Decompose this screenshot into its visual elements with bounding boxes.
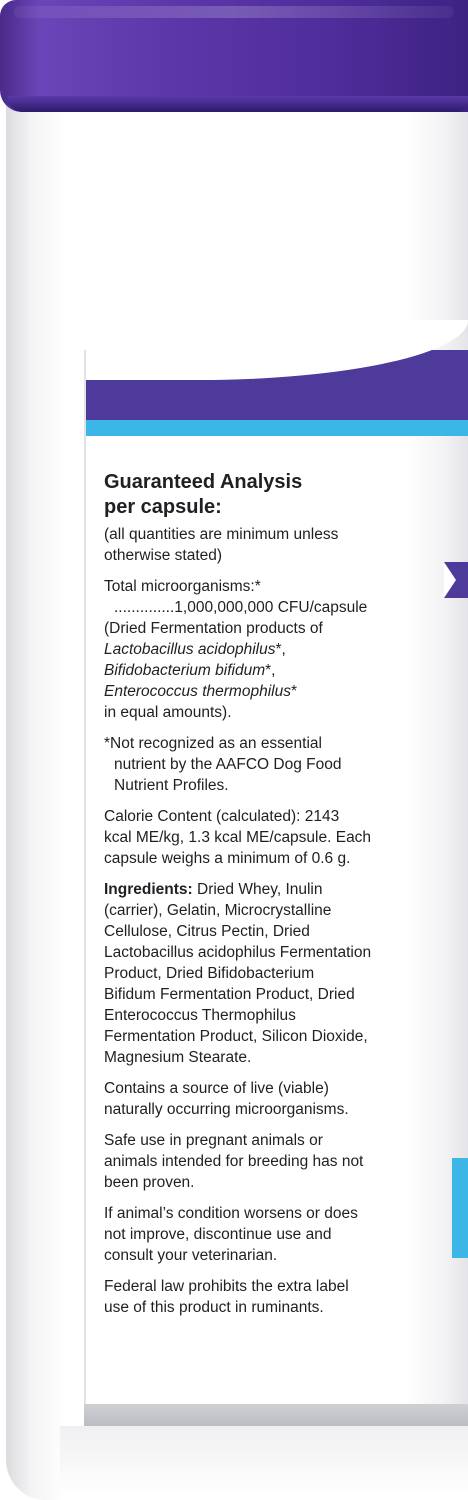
federal-law-statement [104, 1276, 434, 1318]
cap-rim [8, 96, 468, 112]
ingredients-line-7: Enterococcus Thermophilus [104, 1007, 296, 1024]
ingredients-text-1: Dried Whey, Inulin [192, 881, 323, 898]
organism-1 [104, 639, 434, 660]
panel-heading [104, 470, 434, 520]
ingredients-line-4: Lactobacillus acidophilus Fermentation [104, 944, 372, 961]
safe-line-1: Safe use in pregnant animals or [104, 1132, 323, 1149]
safe-line-3: been proven. [104, 1174, 195, 1191]
worsen-line-3: consult your veterinarian. [104, 1247, 278, 1264]
total-value: ..............1,000,000,000 CFU/capsule [114, 599, 368, 616]
ingredients-line-3: Cellulose, Citrus Pectin, Dried [104, 923, 310, 940]
side-blue-stripe [452, 1158, 468, 1258]
organism-3 [104, 681, 434, 702]
note-line-1: (all quantities are minimum unless [104, 526, 339, 543]
ingredients-line-8: Fermentation Product, Silicon Dioxide, [104, 1028, 368, 1045]
heading-line-2: per capsule: [104, 496, 222, 518]
bottle-base [60, 1426, 468, 1500]
chevron-icon [444, 562, 456, 598]
ingredients-line-9: Magnesium Stearate. [104, 1049, 252, 1066]
safe-use-statement [104, 1130, 434, 1193]
microorganism-section [104, 576, 434, 723]
minimum-note [104, 524, 434, 566]
safe-line-2: animals intended for breeding has not [104, 1153, 364, 1170]
label-edge [84, 350, 86, 1404]
cap-highlight [14, 6, 454, 18]
aafco-footnote [104, 733, 434, 796]
organism-3-suffix: * [290, 683, 298, 700]
total-label: Total microorganisms:* [104, 578, 261, 595]
organism-2-name: Bifidobacterium bifidum [104, 662, 266, 679]
worsen-line-1: If animal’s condition worsens or does [104, 1205, 358, 1222]
calorie-line-3: capsule weighs a minimum of 0.6 g. [104, 850, 351, 867]
live-statement [104, 1078, 434, 1120]
live-line-2: naturally occurring microorganisms. [104, 1101, 349, 1118]
heading-line-1: Guaranteed Analysis [104, 471, 303, 493]
live-line-1: Contains a source of live (viable) [104, 1080, 329, 1097]
ingredients-label: Ingredients: [104, 881, 193, 898]
worsen-line-2: not improve, discontinue use and [104, 1226, 332, 1243]
organism-1-suffix: *, [275, 641, 286, 658]
organism-1-name: Lactobacillus acidophilus [104, 641, 276, 658]
ingredients-line-2: (carrier), Gelatin, Microcrystalline [104, 902, 332, 919]
ingredients-line-6: Bifidum Fermentation Product, Dried [104, 986, 355, 1003]
calorie-content [104, 806, 434, 869]
note-line-2: otherwise stated) [104, 547, 223, 564]
guaranteed-analysis-panel [104, 470, 434, 1328]
footnote-line-3: Nutrient Profiles. [114, 777, 229, 794]
condition-warning [104, 1203, 434, 1266]
calorie-line-2: kcal ME/kg, 1.3 kcal ME/capsule. Each [104, 829, 372, 846]
calorie-line-1: Calorie Content (calculated): 2143 [104, 808, 340, 825]
ingredients-line-5: Product, Dried Bifidobacterium [104, 965, 315, 982]
footnote-line-2: nutrient by the AAFCO Dog Food [114, 756, 342, 773]
bottle-base-band [84, 1404, 468, 1426]
organism-2-suffix: *, [265, 662, 276, 679]
organism-3-name: Enterococcus thermophilus [104, 683, 291, 700]
label-blue-stripe [84, 420, 468, 436]
footnote-line-1: *Not recognized as an essential [104, 735, 322, 752]
ingredients-line-1 [104, 879, 434, 900]
federal-line-1: Federal law prohibits the extra label [104, 1278, 349, 1295]
organism-2 [104, 660, 434, 681]
dried-line: (Dried Fermentation products of [104, 620, 323, 637]
equal-amounts: in equal amounts). [104, 704, 232, 721]
ingredients [104, 879, 434, 1068]
federal-line-2: use of this product in ruminants. [104, 1299, 324, 1316]
